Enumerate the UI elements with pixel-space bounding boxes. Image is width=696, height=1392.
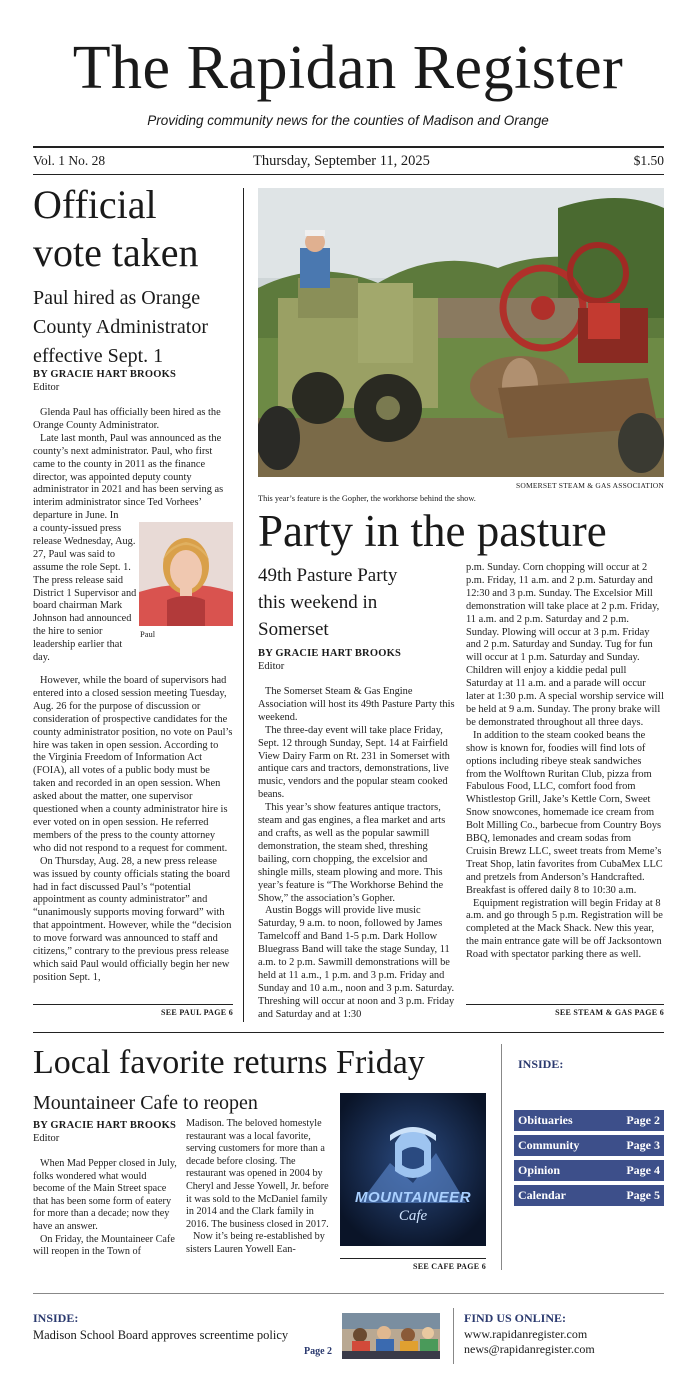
story1-body-top — [33, 407, 233, 523]
story3-byline-role: Editor — [33, 1133, 60, 1144]
column-divider — [243, 188, 244, 1022]
inside-item-page: Page 2 — [626, 1113, 660, 1127]
inside-item-page: Page 3 — [626, 1138, 660, 1152]
story2-subhead-line: 49th Pasture Party — [258, 565, 398, 586]
photo-caption: This year’s feature is the Gopher, the workhorse behind the show. — [258, 494, 476, 503]
story3-paragraph: When Mad Pepper closed in July, folks wondered what would become of the Main Street space that has been some form of eatery for more than a decade; now they have an answer. — [33, 1158, 177, 1232]
story3-column2 — [186, 1118, 331, 1257]
issue-date: Thursday, September 11, 2025 — [253, 153, 430, 169]
story2-byline-role: Editor — [258, 661, 285, 672]
story1-paragraph: On Thursday, Aug. 28, a new press release was issued by county officials stating the board had in fact discussed Paul’s “potential appointment as county administrator” and “unanimously supports moving forward” with that appointment. However, while the “decision to move forward was announced to staff and citizens,” contrary to the previous press release which said Paul would officially begin her new position Sept. 1, — [33, 855, 232, 983]
story2-headline: Party in the pasture — [258, 506, 607, 556]
mountaineer-logo-subtext: Cafe — [398, 1208, 428, 1224]
story1-headline — [33, 181, 199, 277]
story2-column1 — [258, 686, 456, 1022]
story3-paragraph: Now it’s being re-established by sisters Lauren Yowell Ean- — [186, 1231, 325, 1255]
story2-subhead-line: this weekend in — [258, 592, 378, 613]
inside-item-name: Opinion — [518, 1163, 561, 1177]
story1-paragraph: However, while the board of supervisors had entered into a closed session meeting Tuesday, Aug. 26 for the purpose of discussion or consideration of prospective candidates for the county administrator position, no vote on Paul’s hire was taken in open session. According to the Virginia Freedom of Information Act (FOIA), all votes of a public body must be taken and recorded in an open session. When asked about the matter, one supervisor questioned when a county administrator hire is ever voted on in open session. He referred members of the press to the county attorney who did not respond to a request for comment. — [33, 675, 233, 854]
story3-paragraph: Madison. The beloved homestyle restaurant was a local favorite, serving customers for more than a decade before closing. The restaurant was opened in 2004 by Cheryl and Jesse Yowell, Jr. before it was sold to the McDaniel family in 2014 and the Clark family in 2016. The business closed in 2017. — [186, 1118, 329, 1230]
story3-column1 — [33, 1158, 178, 1259]
inside-item-obituaries[interactable] — [514, 1110, 664, 1131]
footer-divider — [453, 1308, 454, 1364]
footer-rule — [33, 1293, 664, 1294]
story1-jump-rule — [33, 1004, 233, 1005]
issue-price: $1.50 — [633, 153, 664, 168]
story2-subhead-line: Somerset — [258, 619, 329, 640]
masthead-rule — [33, 146, 664, 148]
story1-byline: BY GRACIE HART BROOKS — [33, 369, 176, 380]
inside-item-name: Obituaries — [518, 1113, 573, 1127]
story1-headline-line: vote taken — [33, 230, 199, 275]
inside-box-divider — [501, 1044, 502, 1270]
story2-column2 — [466, 562, 664, 962]
story3-headline: Local favorite returns Friday — [33, 1044, 425, 1081]
story2-paragraph: The three-day event will take place Friday, Sept. 12 through Sunday, Sept. 14 at Fairfield View Dairy Farm on Rt. 231 in Somerset with antique cars and tractors, demonstrations, live music, vendors and the popular steam cooked beans. — [258, 724, 450, 801]
story2-paragraph: p.m. Sunday. Corn chopping will occur at 2 p.m. Friday, 11 a.m. and 2 p.m. Saturday and 12:30 and 3 p.m. Sunday. The Excelsior Mill demonstration will take place at 2 p.m. Friday, 11 a.m. and 2 p.m. Saturday and 2 p.m. Sunday. Plowing will occur at 3 p.m. Friday and 2 p.m. Saturday and Sunday. Tug for fun will occur at 1 p.m. Saturday and Sunday. Children will enjoy a kiddie pedal pull Saturday at 11 a.m. and a parade will occur later at 1:30 p.m. A special worship service will be held at 9 a.m. Sunday. The prony brake will be demonstrated throughout all three days. — [466, 562, 664, 728]
story2-paragraph: In addition to the steam cooked beans the show is known for, foodies will find lots of options including ribeye steak sandwiches from the Wolftown Ruritan Club, pizza from Fabulous Food, LLC, comfort food from Whistlestop Grill, Jake’s Kettle Corn, Sweet Snow snowcones, homemade ice cream from Bolt Milling Co., barbecue from Country Boys BBQ, lemonades and cream sodas from Cruisin Brewz LLC, sweet treats from Meme’s Treat Shop, latin favorites from CubaMex LLC and pretzels from Anderson’s Handcrafted. Breakfast is offered daily 8 to 10:30 a.m. — [466, 729, 663, 896]
story2-jump-rule — [466, 1004, 664, 1005]
footer-inside-page[interactable]: Page 2 — [304, 1346, 333, 1357]
inside-box-label: INSIDE: — [518, 1057, 564, 1071]
inside-item-page: Page 4 — [626, 1163, 660, 1177]
story3-subhead: Mountaineer Cafe to reopen — [33, 1092, 258, 1114]
story1-subhead-line: County Administrator — [33, 316, 208, 338]
paul-photo-caption: Paul — [140, 629, 156, 639]
inside-item-calendar[interactable] — [514, 1185, 664, 1206]
story3-paragraph: On Friday, the Mountaineer Cafe will reopen in the Town of — [33, 1233, 175, 1258]
inside-item-page: Page 5 — [626, 1188, 660, 1202]
inside-item-name: Calendar — [518, 1188, 566, 1202]
footer-website-link[interactable]: www.rapidanregister.com — [464, 1327, 588, 1341]
story1-paragraph: Late last month, Paul was announced as the county’s next administrator. Paul, who first came to the county in 2011 as the finance director, was appointed deputy county administrator in 2021 and has been serving as interim administrator since Ted Vorhees’ departure in June. In — [33, 432, 224, 522]
story2-paragraph: The Somerset Steam & Gas Engine Association will host its 49th Pasture Party this weekend. — [258, 686, 455, 723]
section-rule — [33, 1032, 664, 1033]
story2-byline: BY GRACIE HART BROOKS — [258, 648, 401, 659]
story1-paragraph: a county-issued press release Wednesday, Aug. 27, Paul was said to assume the role Sept. 1. The press release said District 1 Supervisor and board chairman Mark Johnson had announced the hire to senior leadership earlier that day. — [33, 523, 137, 664]
inside-item-community[interactable] — [514, 1135, 664, 1156]
story1-body-bottom — [33, 675, 233, 985]
story1-jump-link[interactable]: SEE PAUL PAGE 6 — [161, 1008, 233, 1017]
inside-item-opinion[interactable] — [514, 1160, 664, 1181]
masthead-tagline: Providing community news for the counties of Madison and Orange — [147, 113, 549, 128]
footer-inside-headline[interactable]: Madison School Board approves screentime policy — [33, 1328, 289, 1342]
dateline-rule — [33, 174, 664, 175]
story1-byline-role: Editor — [33, 382, 60, 393]
inside-item-name: Community — [518, 1138, 580, 1152]
mountaineer-cafe-logo — [340, 1093, 486, 1246]
gopher-tractor-photo — [258, 188, 664, 477]
classroom-photo — [342, 1313, 440, 1359]
paul-portrait-photo — [139, 522, 233, 626]
story3-jump-link[interactable]: SEE CAFE PAGE 6 — [412, 1262, 486, 1271]
story2-paragraph: Equipment registration will begin Friday at 8 a.m. and go through 5 p.m. Registration will be completed at the Mack Shack. New this year, the main entrance gate will be off Jacksontown Road with spectator parking there as well. — [466, 897, 663, 961]
photo-credit: SOMERSET STEAM & GAS ASSOCIATION — [516, 481, 664, 490]
story2-jump-link[interactable]: SEE STEAM & GAS PAGE 6 — [555, 1008, 664, 1017]
story1-body-wrap — [33, 523, 137, 665]
story2-paragraph: Austin Boggs will provide live music Saturday, 9 a.m. to noon, followed by James Tamelcoff and Band 1-5 p.m. Dark Hollow Bluegrass Band will take the stage Sunday, 11 a.m. to 2 p.m. Sawmill demonstrations will be held at 11 a.m., 1 p.m. and 3 p.m. Friday and Sunday and 10 a.m., noon and 3 p.m. Saturday. Threshing will occur at noon and 3 p.m. Friday and Saturday and at 1:30 — [258, 905, 455, 1020]
volume-number: Vol. 1 No. 28 — [33, 153, 106, 168]
story1-subhead — [33, 284, 208, 371]
mountaineer-logo-text: MOUNTAINEER — [354, 1189, 472, 1206]
footer-online-label: FIND US ONLINE: — [464, 1311, 567, 1325]
footer-email-link[interactable]: news@rapidanregister.com — [464, 1342, 595, 1356]
story1-subhead-line: Paul hired as Orange — [33, 287, 201, 309]
story2-paragraph: This year’s show features antique tractors, steam and gas engines, a flea market and arts and crafts, as well as the popular sawmill demonstration, the steam shed, threshing bailing, corn chopping, the excelsior and shingle mills, steam plowing and more. This year’s feature is “The Workhorse Behind the Show,” the association’s Gopher. — [258, 802, 446, 904]
masthead-title: The Rapidan Register — [72, 34, 624, 102]
story1-subhead-line: effective Sept. 1 — [33, 345, 164, 367]
story2-subhead — [258, 562, 397, 643]
story3-byline: BY GRACIE HART BROOKS — [33, 1120, 176, 1131]
story1-paragraph: Glenda Paul has officially been hired as the Orange County Administrator. — [33, 407, 221, 431]
footer-inside-label: INSIDE: — [33, 1311, 79, 1325]
story3-jump-rule — [340, 1258, 486, 1259]
story1-headline-line: Official — [33, 182, 157, 227]
